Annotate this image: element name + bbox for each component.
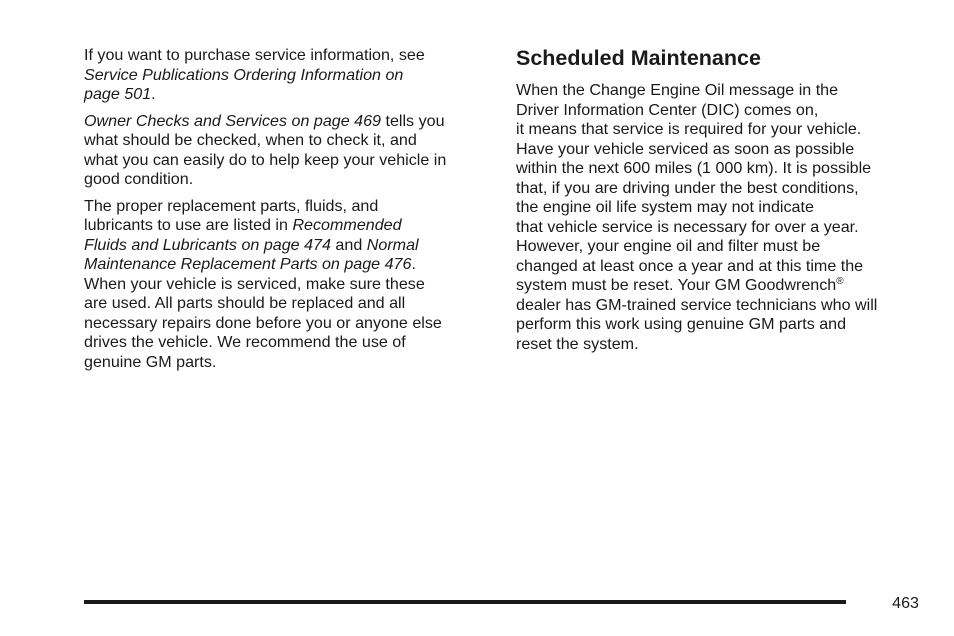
text-line: When the Change Engine Oil message in the — [516, 81, 839, 99]
text-fragment: tells you — [381, 111, 445, 130]
cross-reference: Owner Checks and Services on page 469 — [84, 111, 382, 130]
text-line: good condition. — [84, 170, 194, 188]
page-number: 463 — [892, 594, 919, 612]
text-line: dealer has GM-trained service technicians who will — [516, 295, 878, 314]
left-column — [84, 46, 494, 379]
text-line: that vehicle service is necessary for over a year. — [516, 217, 859, 236]
text-line: the engine oil life system may not indicate — [516, 198, 814, 216]
service-info-paragraph — [84, 46, 494, 105]
text-line — [84, 112, 494, 132]
cross-reference: page 501 — [84, 85, 152, 103]
cross-reference: Service Publications Ordering Information on — [84, 65, 404, 84]
text-line: Have your vehicle serviced as soon as possible — [516, 139, 855, 158]
text-line: However, your engine oil and filter must be — [516, 237, 821, 255]
cross-reference: Recommended — [292, 216, 402, 234]
text-line: reset the system. — [516, 334, 639, 353]
cross-reference: Maintenance Replacement Parts on page 476 — [84, 255, 412, 273]
footer-rule — [84, 600, 846, 604]
text-line — [84, 255, 494, 275]
replacement-parts-paragraph — [84, 197, 494, 373]
text-line — [84, 216, 494, 236]
text-line: necessary repairs done before you or anyone else — [84, 313, 442, 332]
section-heading: Scheduled Maintenance — [516, 46, 761, 70]
text-line: what you can easily do to help keep your vehicle in — [84, 150, 447, 169]
text-line — [516, 276, 928, 296]
text-line: Driver Information Center (DIC) comes on, — [516, 100, 819, 119]
text-line — [84, 85, 494, 105]
text-fragment: system must be reset. Your GM Goodwrench — [516, 276, 837, 294]
registered-mark: ® — [836, 276, 844, 287]
text-line: If you want to purchase service information, see — [84, 46, 425, 64]
text-fragment: . — [411, 255, 416, 273]
text-line: perform this work using genuine GM parts and — [516, 315, 847, 333]
text-line: that, if you are driving under the best conditions, — [516, 178, 859, 197]
text-line: drives the vehicle. We recommend the use of — [84, 333, 406, 351]
text-line — [84, 66, 494, 86]
text-fragment: lubricants to use are listed in — [84, 216, 293, 234]
text-line: The proper replacement parts, fluids, and — [84, 196, 379, 215]
text-line: it means that service is required for your vehicle. — [516, 120, 862, 138]
text-line: When your vehicle is serviced, make sure these — [84, 274, 425, 293]
text-line: within the next 600 miles (1 000 km). It is possible — [516, 159, 872, 177]
text-line — [84, 236, 494, 256]
text-fragment: and — [330, 235, 367, 254]
text-line: genuine GM parts. — [84, 352, 217, 371]
owner-checks-paragraph — [84, 112, 494, 190]
scheduled-maintenance-paragraph — [516, 81, 928, 354]
text-line: what should be checked, when to check it, and — [84, 131, 417, 149]
cross-reference: Normal — [366, 235, 419, 254]
text-line: are used. All parts should be replaced and all — [84, 294, 406, 312]
right-column — [516, 45, 928, 361]
text-line: changed at least once a year and at this time the — [516, 256, 864, 275]
cross-reference: Fluids and Lubricants on page 474 — [84, 235, 331, 254]
text-fragment: . — [151, 85, 156, 103]
